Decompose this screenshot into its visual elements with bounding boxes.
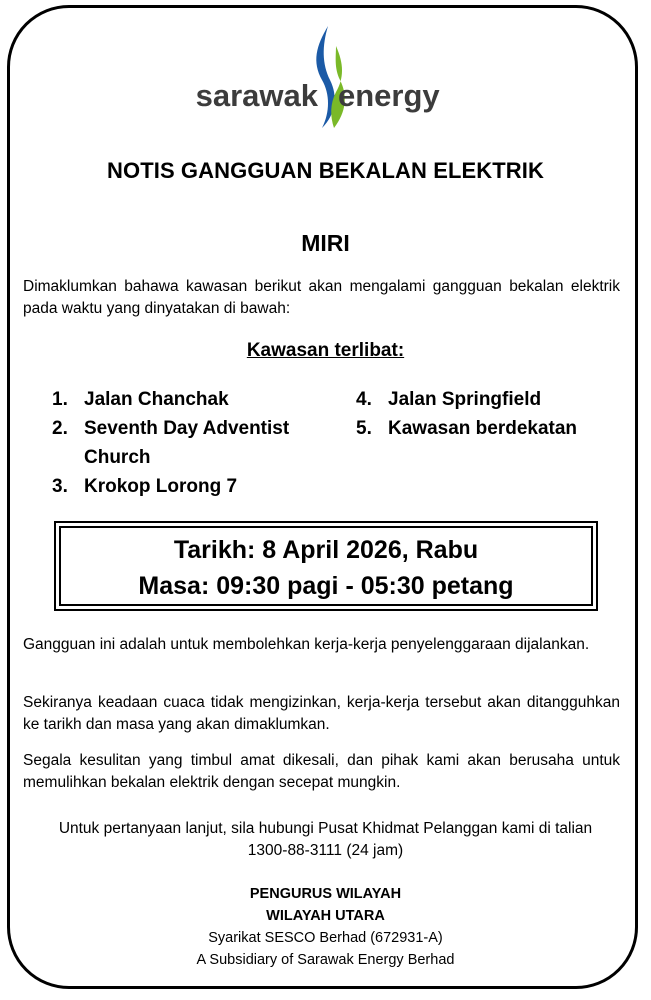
list-item: 4. Jalan Springfield <box>356 389 542 410</box>
apology-paragraph: Segala kesulitan yang timbul amat dikesali, dan pihak kami akan berusaha untuk memulihkan bekalan elektrik dengan secepat mungkin. <box>23 752 620 791</box>
date-time-box <box>54 521 598 611</box>
logo-graphic <box>176 22 476 134</box>
maintenance-paragraph: Gangguan ini adalah untuk membolehkan kerja-kerja penyelenggaraan dijalankan. <box>23 636 590 653</box>
areas-list-left <box>52 385 322 501</box>
signatory-title: PENGURUS WILAYAH <box>249 886 402 902</box>
signatory-region: WILAYAH UTARA <box>266 908 385 924</box>
sarawak-energy-logo <box>0 22 651 134</box>
weather-paragraph: Sekiranya keadaan cuaca tidak mengizinkan, kerja-kerja tersebut akan ditangguhkan ke tarikh dan masa yang akan dimaklumkan. <box>23 694 620 733</box>
list-item: 5. Kawasan berdekatan <box>356 418 578 439</box>
list-item: 3. Krokop Lorong 7 <box>52 476 238 497</box>
notice-title: NOTIS GANGGUAN BEKALAN ELEKTRIK <box>107 158 544 183</box>
logo-text-sarawak: sarawak <box>195 78 318 113</box>
signature-block <box>0 883 651 971</box>
notice-city: MIRI <box>301 230 350 256</box>
list-item: 2. Seventh Day Adventist Church <box>52 418 290 468</box>
list-item: 1. Jalan Chanchak <box>52 389 229 410</box>
areas-heading: Kawasan terlibat: <box>246 340 405 361</box>
time-line: Masa: 09:30 pagi - 05:30 petang <box>138 572 514 600</box>
areas-list-right <box>356 385 626 443</box>
logo-text-energy: energy <box>337 78 440 113</box>
subsidiary-line: A Subsidiary of Sarawak Energy Berhad <box>196 952 455 968</box>
date-line: Tarikh: 8 April 2026, Rabu <box>173 536 479 564</box>
contact-paragraph: Untuk pertanyaan lanjut, sila hubungi Pusat Khidmat Pelanggan kami di talian 1300-88-3111 (24 jam) <box>58 820 593 859</box>
company-name: Syarikat SESCO Berhad (672931-A) <box>208 930 443 946</box>
intro-paragraph: Dimaklumkan bahawa kawasan berikut akan mengalami gangguan bekalan elektrik pada waktu yang dinyatakan di bawah: <box>23 278 620 317</box>
